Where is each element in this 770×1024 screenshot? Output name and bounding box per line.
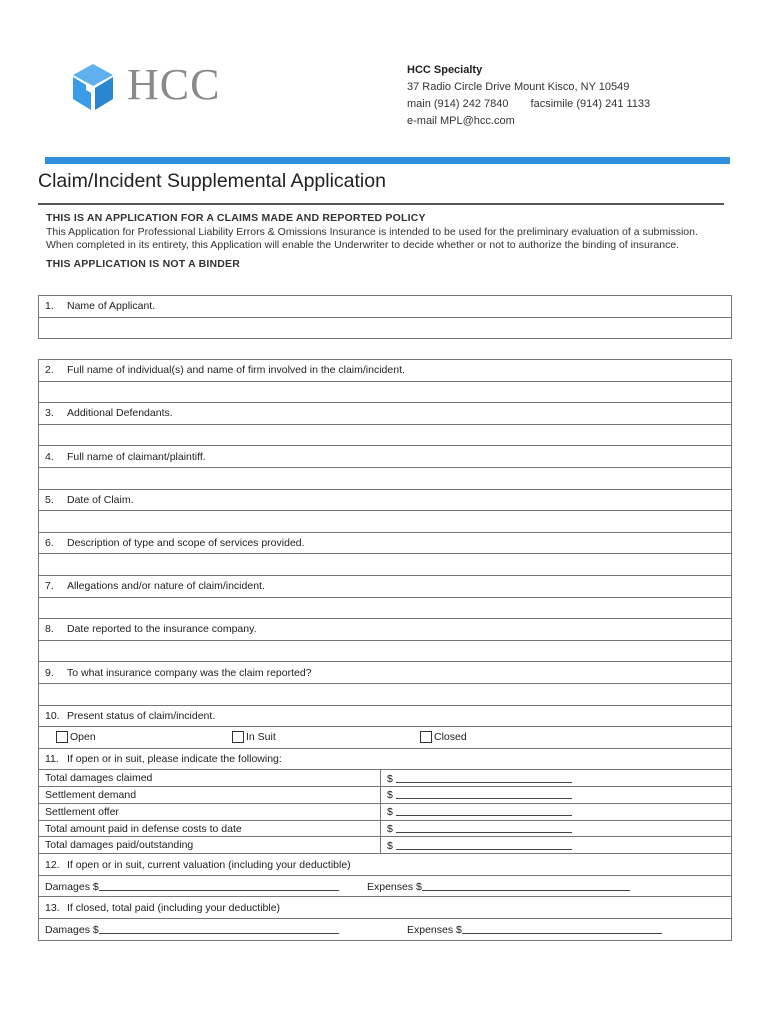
money-label: Total damages claimed xyxy=(39,770,381,787)
answer-field-1[interactable] xyxy=(39,317,732,339)
question-11: 11. If open or in suit, please indicate the following: xyxy=(39,748,732,770)
accent-bar xyxy=(45,157,730,164)
company-address: 37 Radio Circle Drive Mount Kisco, NY 10549 xyxy=(407,81,630,93)
money-row xyxy=(39,803,732,820)
question-2: 2. Full name of individual(s) and name of firm involved in the claim/incident. xyxy=(39,360,732,382)
money-row xyxy=(39,787,732,804)
closed-paid-row xyxy=(39,919,732,941)
answer-field-7[interactable] xyxy=(39,597,732,619)
question-3: 3. Additional Defendants. xyxy=(39,403,732,425)
answer-field-9[interactable] xyxy=(39,683,732,705)
fax-number: facsimile (914) 241 1133 xyxy=(530,98,651,110)
question-10: 10. Present status of claim/incident. xyxy=(39,705,732,727)
money-label: Total damages paid/outstanding xyxy=(39,837,381,854)
answer-field-6[interactable] xyxy=(39,554,732,576)
page-title: Claim/Incident Supplemental Application xyxy=(38,170,386,192)
money-label: Settlement offer xyxy=(39,803,381,820)
money-field[interactable]: $ xyxy=(381,803,732,820)
money-field[interactable]: $ xyxy=(381,787,732,804)
money-row xyxy=(39,770,732,787)
question-7: 7. Allegations and/or nature of claim/incident. xyxy=(39,575,732,597)
title-divider xyxy=(38,203,724,205)
money-field[interactable]: $ xyxy=(381,820,732,837)
in-suit-checkbox[interactable] xyxy=(232,731,244,743)
question-row xyxy=(39,296,732,318)
closed-damages-field[interactable]: Damages $ xyxy=(45,923,407,936)
question-12: 12. If open or in suit, current valuation (including your deductible) xyxy=(39,854,732,876)
answer-field-4[interactable] xyxy=(39,467,732,489)
question-8: 8. Date reported to the insurance company. xyxy=(39,619,732,641)
question-9: 9. To what insurance company was the claim reported? xyxy=(39,662,732,684)
closed-expenses-field[interactable]: Expenses $ xyxy=(407,924,662,936)
answer-field-8[interactable] xyxy=(39,640,732,662)
money-field[interactable]: $ xyxy=(381,770,732,787)
main-phone: main (914) 242 7840 xyxy=(407,98,509,110)
answer-field-2[interactable] xyxy=(39,381,732,403)
company-email[interactable]: e-mail MPL@hcc.com xyxy=(407,115,515,127)
question-6: 6. Description of type and scope of services provided. xyxy=(39,532,732,554)
open-checkbox[interactable] xyxy=(56,731,68,743)
answer-field-5[interactable] xyxy=(39,511,732,533)
money-label: Settlement demand xyxy=(39,787,381,804)
closed-checkbox[interactable] xyxy=(420,731,432,743)
company-name: HCC Specialty xyxy=(407,64,483,76)
claim-details-table xyxy=(38,359,732,941)
answer-field-3[interactable] xyxy=(39,424,732,446)
hcc-logo-cube-icon xyxy=(68,62,118,112)
status-option-closed[interactable]: Closed xyxy=(420,731,467,743)
status-option-in-suit[interactable]: In Suit xyxy=(232,731,420,743)
question-4: 4. Full name of claimant/plaintiff. xyxy=(39,446,732,468)
contact-block xyxy=(407,62,650,130)
question-5: 5. Date of Claim. xyxy=(39,489,732,511)
money-row xyxy=(39,837,732,854)
status-option-open[interactable]: Open xyxy=(56,731,232,743)
question-13: 13. If closed, total paid (including your deductible) xyxy=(39,897,732,919)
valuation-expenses-field[interactable]: Expenses $ xyxy=(367,881,630,893)
money-label: Total amount paid in defense costs to date xyxy=(39,820,381,837)
money-row xyxy=(39,820,732,837)
logo-text: HCC xyxy=(127,60,221,109)
intro-section xyxy=(46,212,716,271)
intro-body: This Application for Professional Liability Errors & Omissions Insurance is intended to be used for the preliminary evaluation of a submission. When completed in its entirety, this Application will enable the Underwriter to decide whether or not to authorize the binding of insurance. xyxy=(46,225,698,251)
question-1: 1. Name of Applicant. xyxy=(39,296,732,318)
money-field[interactable]: $ xyxy=(381,837,732,854)
valuation-damages-field[interactable]: Damages $ xyxy=(45,880,367,893)
applicant-table xyxy=(38,295,732,339)
phone-row xyxy=(407,96,650,113)
valuation-row xyxy=(39,875,732,897)
binder-notice: THIS APPLICATION IS NOT A BINDER xyxy=(46,257,241,270)
intro-heading: THIS IS AN APPLICATION FOR A CLAIMS MADE AND REPORTED POLICY xyxy=(46,212,426,224)
status-options-row xyxy=(39,727,732,749)
